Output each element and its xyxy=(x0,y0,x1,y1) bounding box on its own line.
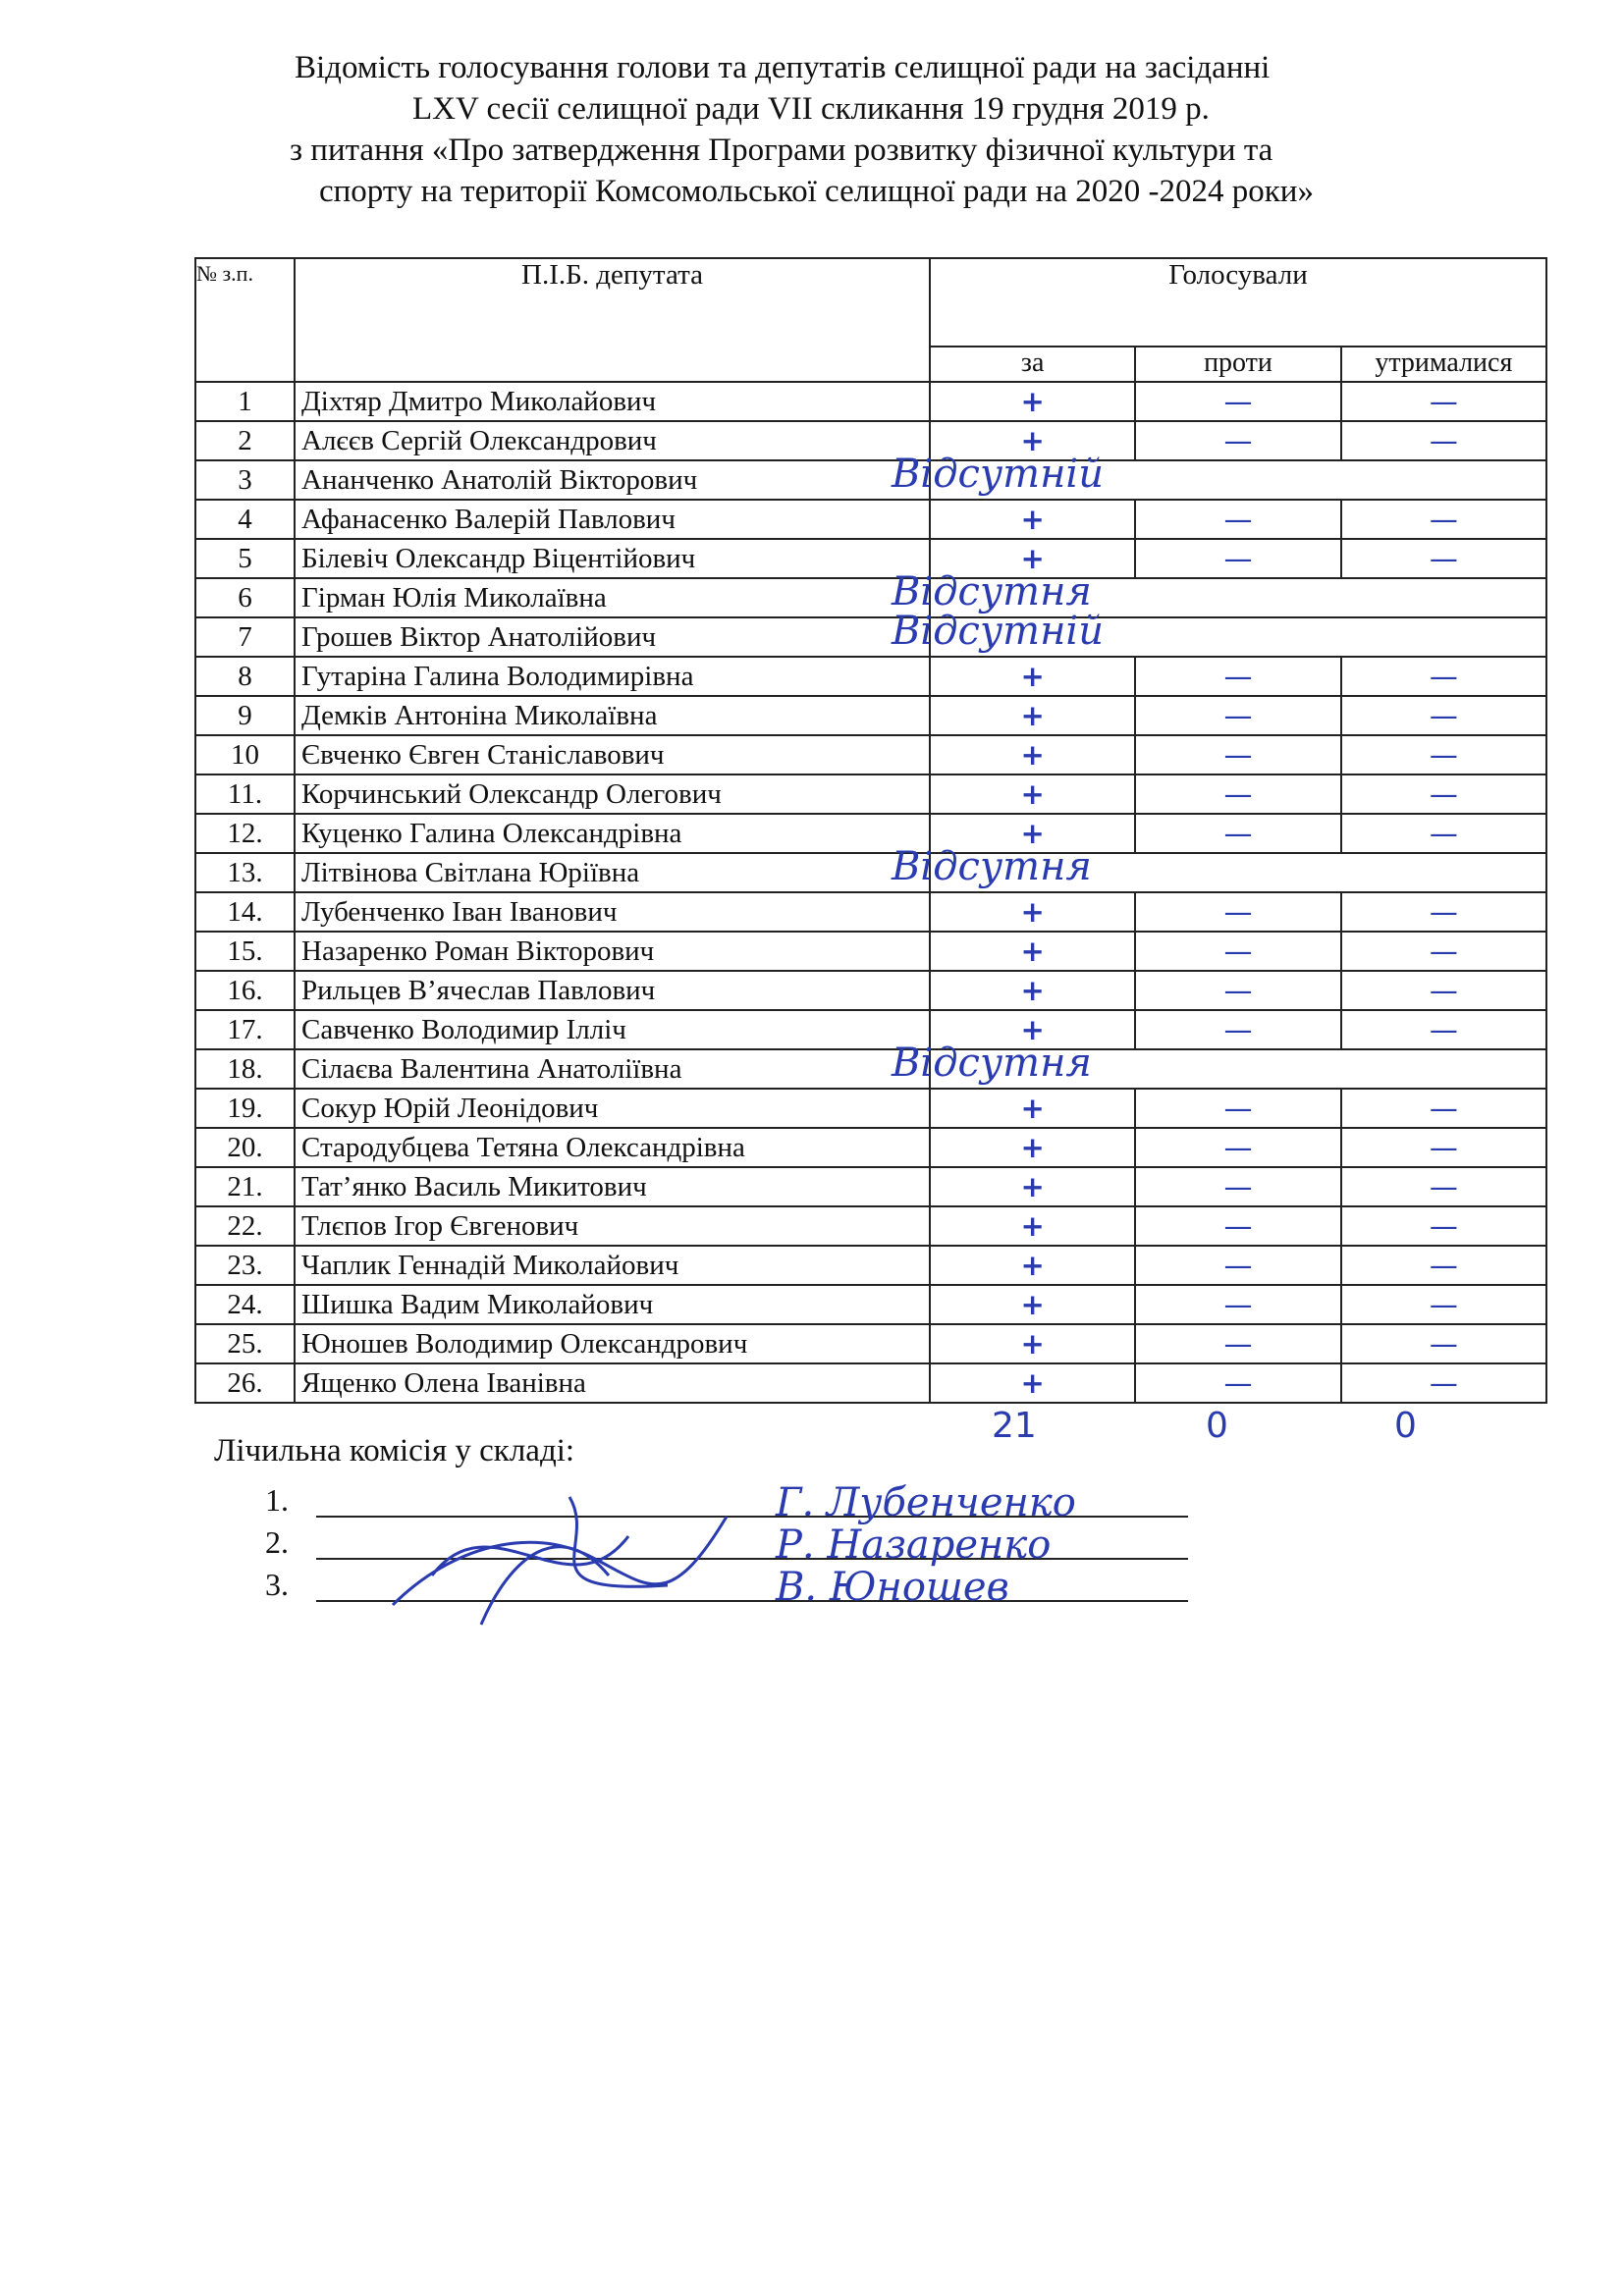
voting-table xyxy=(194,257,1547,1404)
signature-scribble xyxy=(373,1458,785,1654)
row-number: 18. xyxy=(195,1049,295,1089)
deputy-name: Ананченко Анатолій Вікторович xyxy=(295,460,930,500)
col-name-header: П.І.Б. депутата xyxy=(295,258,930,382)
vote-for: + xyxy=(930,971,1135,1010)
table-row xyxy=(195,932,1546,971)
col-abstain-header: утрималися xyxy=(1341,347,1546,382)
deputy-name: Шишка Вадим Миколайович xyxy=(295,1285,930,1324)
vote-against: — xyxy=(1135,1167,1340,1206)
commission-member-3 xyxy=(265,1565,1009,1610)
row-number: 2 xyxy=(195,421,295,460)
vote-against: — xyxy=(1135,696,1340,735)
deputy-name: Савченко Володимир Ілліч xyxy=(295,1010,930,1049)
col-against-header: проти xyxy=(1135,347,1340,382)
deputy-name: Афанасенко Валерій Павлович xyxy=(295,500,930,539)
row-number: 5 xyxy=(195,539,295,578)
vote-for: + xyxy=(930,500,1135,539)
vote-abstain: — xyxy=(1341,382,1546,421)
vote-against: — xyxy=(1135,1206,1340,1246)
header-line-4: спорту на території Комсомольської селищної ради на 2020 -2024 роки» xyxy=(319,174,1314,209)
table-row xyxy=(195,1206,1546,1246)
row-number: 1 xyxy=(195,382,295,421)
member-number: 1. xyxy=(265,1482,289,1518)
table-body xyxy=(195,382,1546,1403)
vote-abstain: — xyxy=(1341,971,1546,1010)
member-number: 2. xyxy=(265,1524,289,1560)
vote-for: + xyxy=(930,1206,1135,1246)
deputy-name: Гутаріна Галина Володимирівна xyxy=(295,657,930,696)
header-line-2: LXV сесії селищної ради VII скликання 19 грудня 2019 р. xyxy=(412,91,1210,127)
deputy-name: Демків Антоніна Миколаївна xyxy=(295,696,930,735)
vote-for: + xyxy=(930,696,1135,735)
vote-against: — xyxy=(1135,539,1340,578)
table-row xyxy=(195,617,1546,657)
deputy-name: Стародубцева Тетяна Олександрівна xyxy=(295,1128,930,1167)
vote-for: + xyxy=(930,1363,1135,1403)
vote-for: + xyxy=(930,735,1135,774)
table-row xyxy=(195,1010,1546,1049)
vote-for: + xyxy=(930,657,1135,696)
row-number: 25. xyxy=(195,1324,295,1363)
absent-note: Відсутня xyxy=(892,1041,1092,1086)
row-number: 3 xyxy=(195,460,295,500)
absent-note: Відсутній xyxy=(892,609,1104,654)
vote-abstain: — xyxy=(1341,1167,1546,1206)
handwritten-signature: В. Юношев xyxy=(776,1565,1009,1610)
vote-for: + xyxy=(930,1167,1135,1206)
vote-abstain: — xyxy=(1341,539,1546,578)
table-row xyxy=(195,774,1546,814)
table-row xyxy=(195,853,1546,892)
deputy-name: Тлєпов Ігор Євгенович xyxy=(295,1206,930,1246)
vote-abstain: — xyxy=(1341,735,1546,774)
vote-against: — xyxy=(1135,814,1340,853)
commission-label: Лічильна комісія у складі: xyxy=(214,1433,575,1468)
row-number: 10 xyxy=(195,735,295,774)
table-row xyxy=(195,657,1546,696)
absent-cell xyxy=(892,609,1546,657)
vote-against: — xyxy=(1135,500,1340,539)
vote-for: + xyxy=(930,1128,1135,1167)
vote-against: — xyxy=(1135,421,1340,460)
vote-for: + xyxy=(930,814,1135,853)
absent-note: Відсутній xyxy=(892,452,1104,497)
deputy-name: Сокур Юрій Леонідович xyxy=(295,1089,930,1128)
vote-against: — xyxy=(1135,1285,1340,1324)
vote-abstain: — xyxy=(1341,1285,1546,1324)
row-number: 16. xyxy=(195,971,295,1010)
deputy-name: Юношев Володимир Олександрович xyxy=(295,1324,930,1363)
handwritten-signature: Г. Лубенченко xyxy=(776,1480,1076,1525)
vote-abstain: — xyxy=(1341,774,1546,814)
vote-against: — xyxy=(1135,971,1340,1010)
row-number: 9 xyxy=(195,696,295,735)
deputy-name: Куценко Галина Олександрівна xyxy=(295,814,930,853)
row-number: 11. xyxy=(195,774,295,814)
deputy-name: Грошев Віктор Анатолійович xyxy=(295,617,930,657)
vote-abstain: — xyxy=(1341,1324,1546,1363)
vote-abstain: — xyxy=(1341,1089,1546,1128)
vote-abstain: — xyxy=(1341,500,1546,539)
vote-abstain: — xyxy=(1341,1363,1546,1403)
deputy-name: Гірман Юлія Миколаївна xyxy=(295,578,930,617)
vote-for: + xyxy=(930,1010,1135,1049)
vote-abstain: — xyxy=(1341,892,1546,932)
deputy-name: Євченко Євген Станіславович xyxy=(295,735,930,774)
row-number: 26. xyxy=(195,1363,295,1403)
vote-for: + xyxy=(930,932,1135,971)
deputy-name: Ященко Олена Іванівна xyxy=(295,1363,930,1403)
deputy-name: Рильцев В’ячеслав Павлович xyxy=(295,971,930,1010)
vote-abstain: — xyxy=(1341,814,1546,853)
vote-for: + xyxy=(930,1089,1135,1128)
table-row xyxy=(195,696,1546,735)
table-row xyxy=(195,382,1546,421)
table-row xyxy=(195,460,1546,500)
deputy-name: Корчинський Олександр Олегович xyxy=(295,774,930,814)
col-for-header: за xyxy=(930,347,1135,382)
absent-note: Відсутня xyxy=(892,569,1092,614)
table-row xyxy=(195,1089,1546,1128)
table-row xyxy=(195,1167,1546,1206)
table-row xyxy=(195,1049,1546,1089)
row-number: 14. xyxy=(195,892,295,932)
total-abstain: 0 xyxy=(1394,1406,1417,1446)
commission-member-2 xyxy=(265,1522,1052,1568)
absent-cell xyxy=(892,844,1546,892)
vote-for: + xyxy=(930,892,1135,932)
table-row xyxy=(195,1285,1546,1324)
vote-for: + xyxy=(930,421,1135,460)
table-row xyxy=(195,735,1546,774)
table-row xyxy=(195,421,1546,460)
absent-cell xyxy=(892,1041,1546,1089)
vote-abstain: — xyxy=(1341,421,1546,460)
row-number: 17. xyxy=(195,1010,295,1049)
vote-abstain: — xyxy=(1341,1246,1546,1285)
header-line-1: Відомість голосування голови та депутатів селищної ради на засіданні xyxy=(295,50,1271,85)
col-number-header: № з.п. xyxy=(195,258,295,382)
row-number: 12. xyxy=(195,814,295,853)
header-line-3: з питання «Про затвердження Програми розвитку фізичної культури та xyxy=(290,133,1273,168)
vote-against: — xyxy=(1135,382,1340,421)
vote-abstain: — xyxy=(1341,1010,1546,1049)
table-row xyxy=(195,1363,1546,1403)
table-row xyxy=(195,892,1546,932)
row-number: 20. xyxy=(195,1128,295,1167)
deputy-name: Діхтяр Дмитро Миколайович xyxy=(295,382,930,421)
table-row xyxy=(195,1324,1546,1363)
row-number: 6 xyxy=(195,578,295,617)
total-for: 21 xyxy=(992,1406,1037,1446)
row-number: 24. xyxy=(195,1285,295,1324)
absent-cell xyxy=(892,452,1546,500)
document-header xyxy=(245,47,1483,212)
vote-for: + xyxy=(930,1246,1135,1285)
vote-abstain: — xyxy=(1341,1206,1546,1246)
table-row xyxy=(195,578,1546,617)
handwritten-signature: Р. Назаренко xyxy=(776,1522,1052,1568)
row-number: 4 xyxy=(195,500,295,539)
vote-against: — xyxy=(1135,1010,1340,1049)
vote-abstain: — xyxy=(1341,657,1546,696)
vote-against: — xyxy=(1135,1128,1340,1167)
table-row xyxy=(195,814,1546,853)
member-number: 3. xyxy=(265,1567,289,1602)
table-row xyxy=(195,500,1546,539)
deputy-name: Літвінова Світлана Юріївна xyxy=(295,853,930,892)
vote-for: + xyxy=(930,1285,1135,1324)
table-row xyxy=(195,971,1546,1010)
vote-abstain: — xyxy=(1341,1128,1546,1167)
deputy-name: Лубенченко Іван Іванович xyxy=(295,892,930,932)
vote-abstain: — xyxy=(1341,932,1546,971)
vote-against: — xyxy=(1135,1324,1340,1363)
row-number: 23. xyxy=(195,1246,295,1285)
vote-for: + xyxy=(930,1324,1135,1363)
vote-for: + xyxy=(930,774,1135,814)
row-number: 8 xyxy=(195,657,295,696)
deputy-name: Тат’янко Василь Микитович xyxy=(295,1167,930,1206)
deputy-name: Алєєв Сергій Олександрович xyxy=(295,421,930,460)
vote-against: — xyxy=(1135,774,1340,814)
row-number: 21. xyxy=(195,1167,295,1206)
deputy-name: Чаплик Геннадій Миколайович xyxy=(295,1246,930,1285)
total-against: 0 xyxy=(1206,1406,1228,1446)
deputy-name: Назаренко Роман Вікторович xyxy=(295,932,930,971)
commission-member-1 xyxy=(265,1480,1076,1525)
vote-abstain: — xyxy=(1341,696,1546,735)
vote-against: — xyxy=(1135,892,1340,932)
row-number: 15. xyxy=(195,932,295,971)
vote-for: + xyxy=(930,539,1135,578)
vote-against: — xyxy=(1135,932,1340,971)
deputy-name: Білевіч Олександр Віцентійович xyxy=(295,539,930,578)
table-row xyxy=(195,539,1546,578)
vote-for: + xyxy=(930,382,1135,421)
vote-against: — xyxy=(1135,735,1340,774)
row-number: 22. xyxy=(195,1206,295,1246)
vote-against: — xyxy=(1135,1246,1340,1285)
deputy-name: Сілаєва Валентина Анатоліївна xyxy=(295,1049,930,1089)
absent-note: Відсутня xyxy=(892,844,1092,889)
vote-against: — xyxy=(1135,1363,1340,1403)
col-voted-header: Голосували xyxy=(930,258,1546,347)
vote-against: — xyxy=(1135,657,1340,696)
vote-against: — xyxy=(1135,1089,1340,1128)
table-row xyxy=(195,1246,1546,1285)
row-number: 7 xyxy=(195,617,295,657)
row-number: 19. xyxy=(195,1089,295,1128)
row-number: 13. xyxy=(195,853,295,892)
table-row xyxy=(195,1128,1546,1167)
